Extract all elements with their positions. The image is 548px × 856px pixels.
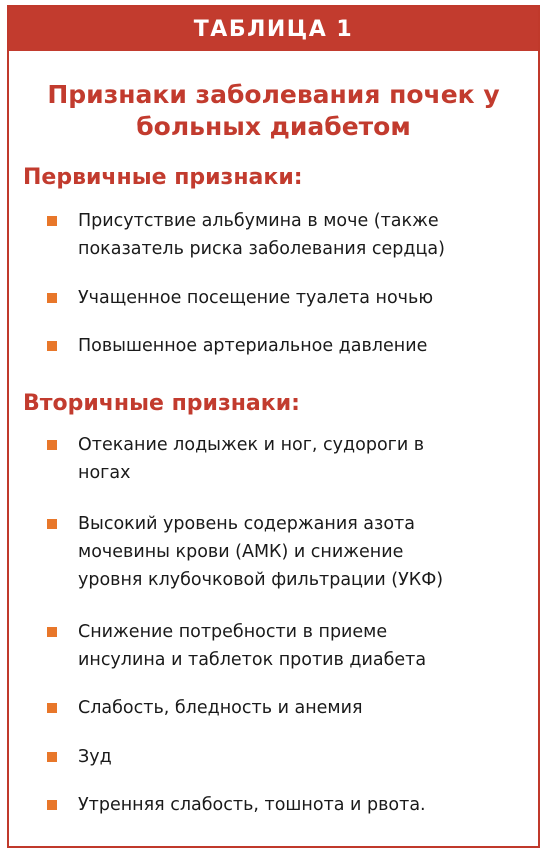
list-item-text: Зуд bbox=[78, 747, 112, 767]
square-bullet-icon bbox=[47, 752, 57, 762]
square-bullet-icon bbox=[47, 341, 57, 351]
secondary-signs-heading: Вторичные признаки: bbox=[23, 391, 300, 416]
square-bullet-icon bbox=[47, 216, 57, 226]
square-bullet-icon bbox=[47, 519, 57, 529]
square-bullet-icon bbox=[47, 703, 57, 713]
list-item-text: Высокий уровень содержания азота мочевины крови (АМК) и снижение уровня клубочковой фильтрации (УКФ) bbox=[78, 514, 444, 590]
table-header-bar bbox=[9, 7, 538, 51]
list-item-text: Отекание лодыжек и ног, судороги в ногах bbox=[78, 435, 425, 483]
table-frame bbox=[7, 5, 540, 848]
square-bullet-icon bbox=[47, 800, 57, 810]
title-line-2: больных диабетом bbox=[136, 112, 411, 141]
list-item-text: Присутствие альбумина в моче (также показатель риска заболевания сердца) bbox=[78, 211, 445, 259]
square-bullet-icon bbox=[47, 627, 57, 637]
list-item-text: Учащенное посещение туалета ночью bbox=[78, 288, 434, 308]
square-bullet-icon bbox=[47, 440, 57, 450]
list-item-text: Снижение потребности в приеме инсулина и таблеток против диабета bbox=[78, 622, 427, 670]
table-number-label: ТАБЛИЦА 1 bbox=[193, 16, 354, 42]
list-item-text: Утренняя слабость, тошнота и рвота. bbox=[78, 795, 426, 815]
list-item-text: Повышенное артериальное давление bbox=[78, 336, 428, 356]
primary-signs-heading: Первичные признаки: bbox=[23, 165, 303, 190]
square-bullet-icon bbox=[47, 293, 57, 303]
list-item-text: Слабость, бледность и анемия bbox=[78, 698, 363, 718]
title-line-1: Признаки заболевания почек у bbox=[47, 80, 500, 109]
page-title bbox=[9, 79, 538, 143]
